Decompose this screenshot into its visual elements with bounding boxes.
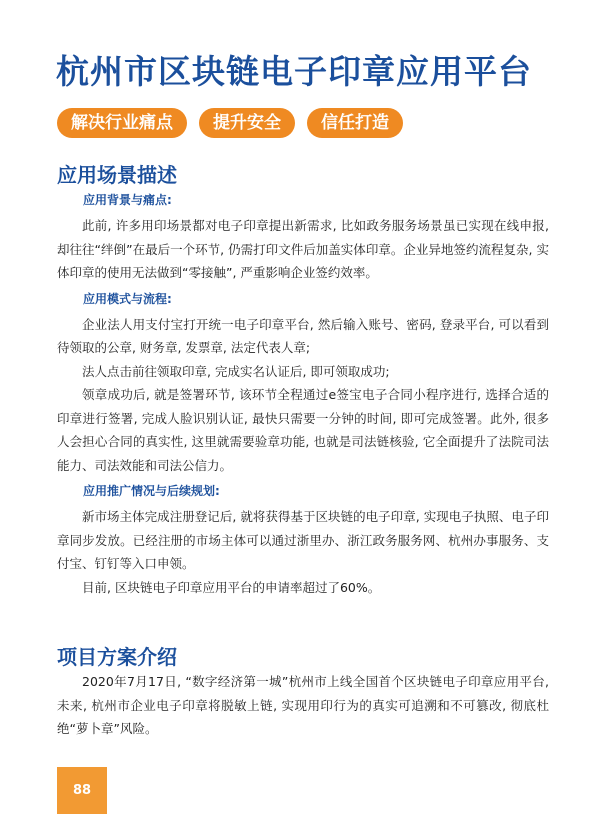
page-title: 杭州市区块链电子印章应用平台	[56, 52, 532, 91]
page-number-badge: 88	[57, 767, 107, 814]
tag-trust: 信任打造	[307, 108, 403, 138]
paragraph: 法人点击前往领取印章, 完成实名认证后, 即可领取成功;	[82, 363, 390, 379]
paragraph: 新市场主体完成注册登记后, 就将获得基于区块链的电子印章, 实现电子执照、电子印章同步发放。已经注册的市场主体可以通过浙里办、浙江政务服务网、杭州办事服务、支付宝、钉钉等入口申领。	[57, 509, 549, 571]
paragraph: 目前, 区块链电子印章应用平台的申请率超过了60%。	[82, 579, 381, 595]
section-heading-scenario: 应用场景描述	[57, 163, 177, 187]
subheading-background: 应用背景与痛点:	[83, 193, 172, 207]
subheading-mode-process: 应用模式与流程:	[83, 291, 172, 306]
tag-pain-points: 解决行业痛点	[57, 108, 187, 138]
subheading-promotion-plan: 应用推广情况与后续规划:	[83, 484, 220, 498]
section-scenario-body	[57, 190, 549, 599]
section-heading-project: 项目方案介绍	[57, 645, 177, 669]
section-project-body	[57, 670, 549, 741]
paragraph: 企业法人用支付宝打开统一电子印章平台, 然后输入账号、密码, 登录平台, 可以看到待领取的公章, 财务章, 发票章, 法定代表人章;	[57, 316, 549, 355]
tag-row	[57, 108, 403, 138]
tag-security: 提升安全	[199, 108, 295, 138]
paragraph: 领章成功后, 就是签署环节, 该环节全程通过e签宝电子合同小程序进行, 选择合适的印章进行签署, 完成人脸识别认证, 最快只需要一分钟的时间, 即可完成签署。此外, 很多人会担心合同的真实性, 这里就需要验章功能, 也就是司法链核验, 它全面提升了法院司法能力、司法效能和司法公信力。	[57, 387, 549, 473]
paragraph: 此前, 许多用印场景都对电子印章提出新需求, 比如政务服务场景虽已实现在线申报, 却往往“绊倒”在最后一个环节, 仍需打印文件后加盖实体印章。企业异地签约流程复杂, 实体印章的使用无法做到“零接触”, 严重影响企业签约效率。	[57, 218, 549, 280]
paragraph: 2020年7月17日, “数字经济第一城”杭州市上线全国首个区块链电子印章应用平台, 未来, 杭州市企业电子印章将脱敏上链, 实现用印行为的真实可追溯和不可篡改, 彻底杜绝“萝卜章”风险。	[57, 674, 549, 736]
